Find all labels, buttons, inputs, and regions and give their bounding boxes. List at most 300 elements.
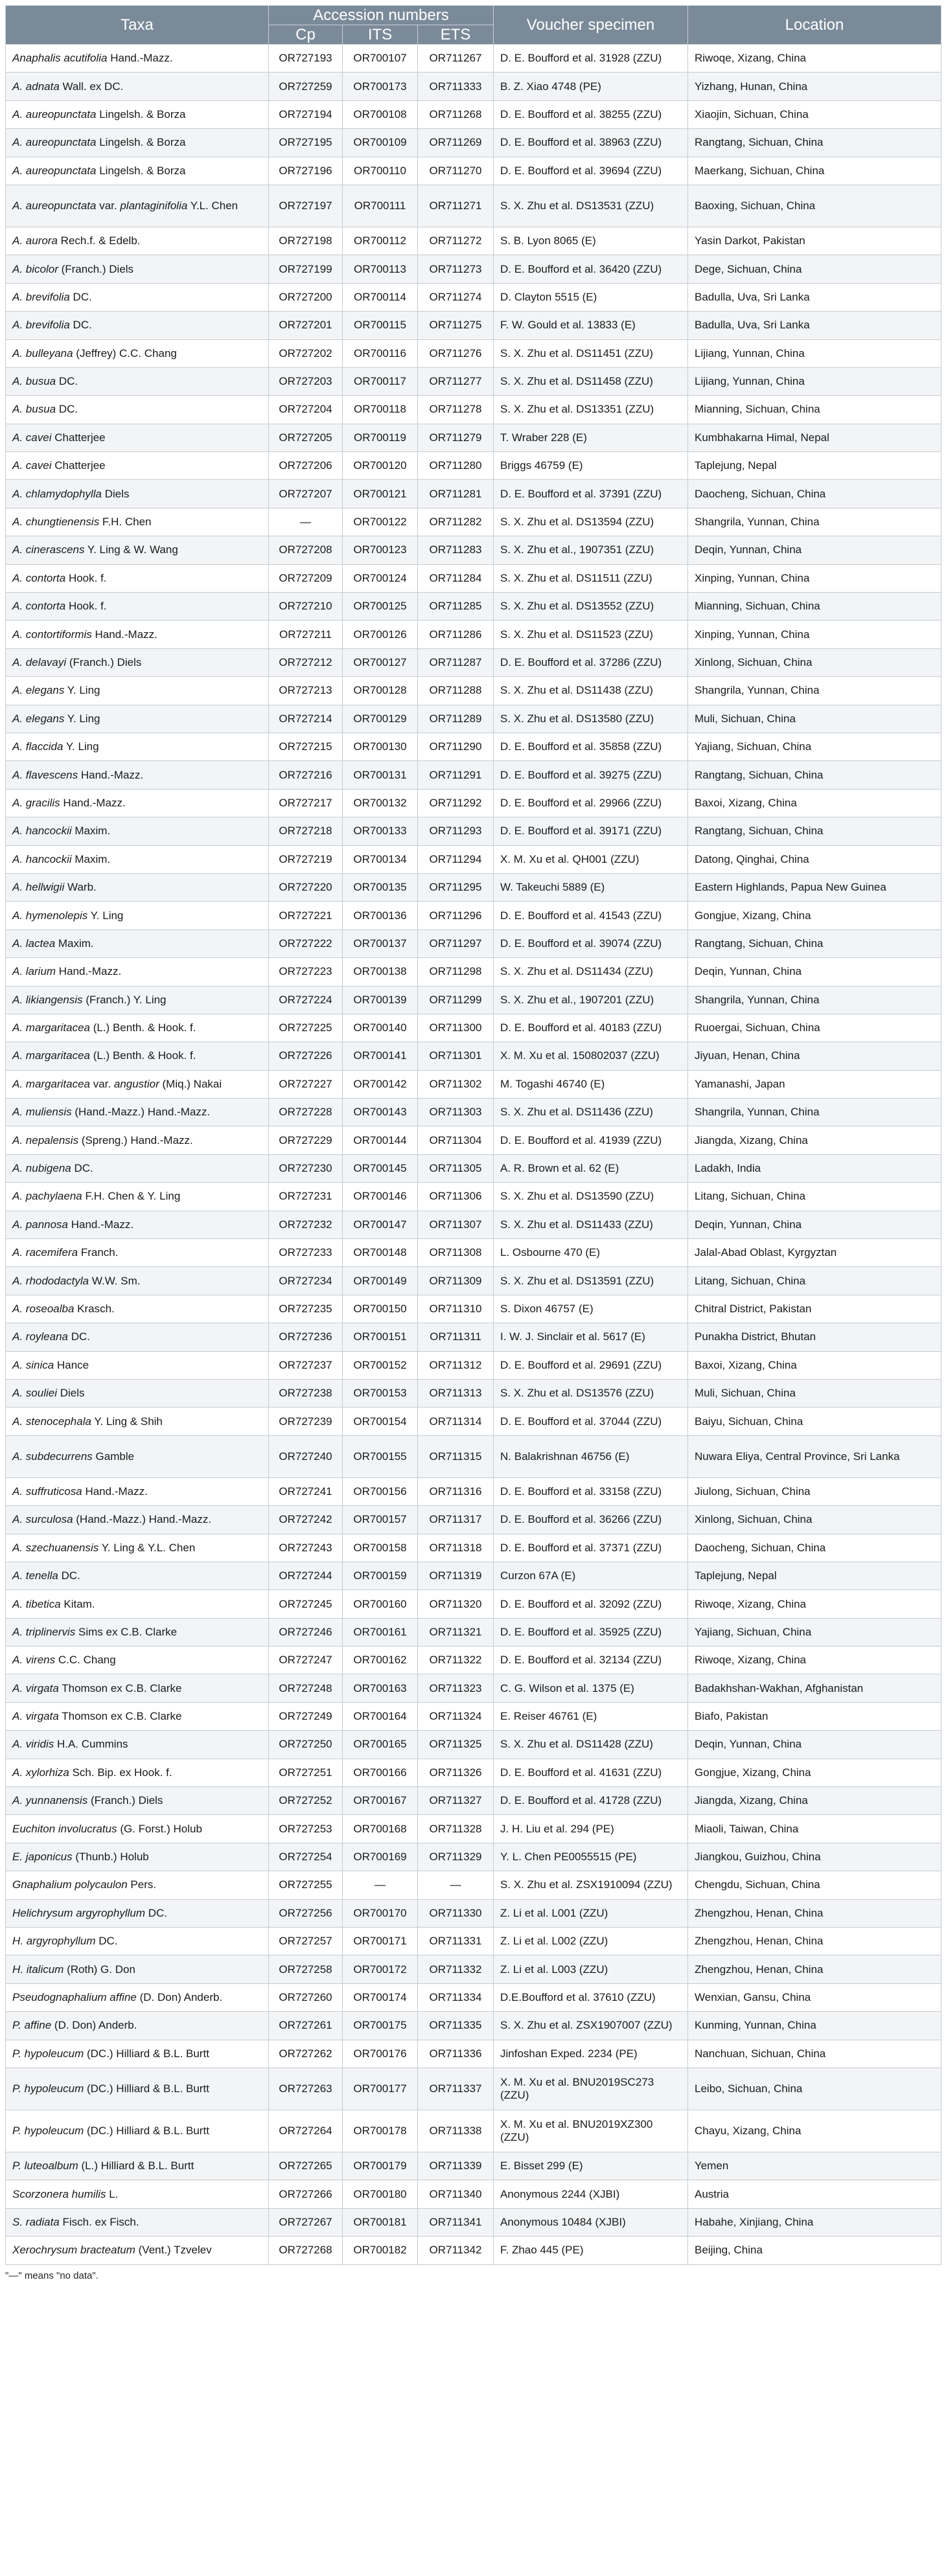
- cell-taxa: [6, 2012, 269, 2040]
- cell-taxa: [6, 929, 269, 957]
- cell-its: OR700127: [343, 648, 418, 676]
- authority-name: Chatterjee: [51, 459, 106, 472]
- cell-location: Biafo, Pakistan: [688, 1702, 941, 1730]
- cell-cp: OR727254: [269, 1843, 343, 1871]
- cell-cp: OR727224: [269, 986, 343, 1014]
- cell-location: Leibo, Sichuan, China: [688, 2068, 941, 2110]
- cell-its: OR700121: [343, 480, 418, 508]
- table-row: [6, 1183, 941, 1211]
- cell-voucher: S. X. Zhu et al. DS11428 (ZZU): [494, 1731, 688, 1759]
- cell-voucher: D. E. Boufford et al. 41939 (ZZU): [494, 1126, 688, 1154]
- table-row: [6, 1871, 941, 1899]
- cell-its: OR700142: [343, 1070, 418, 1098]
- cell-location: Deqin, Yunnan, China: [688, 1731, 941, 1759]
- table-row: [6, 1295, 941, 1323]
- cell-taxa: [6, 1674, 269, 1702]
- cell-its: OR700144: [343, 1126, 418, 1154]
- cell-voucher: D. E. Boufford et al. 32134 (ZZU): [494, 1647, 688, 1674]
- cell-its: OR700174: [343, 1983, 418, 2011]
- table-row: [6, 396, 941, 424]
- cell-voucher: S. X. Zhu et al. DS13576 (ZZU): [494, 1379, 688, 1407]
- cell-taxa: [6, 157, 269, 185]
- authority-name: (Miq.) Nakai: [159, 1077, 222, 1090]
- authority-name: Diels: [56, 1387, 85, 1400]
- table-row: [6, 761, 941, 789]
- authority-name: Warb.: [64, 881, 97, 894]
- cell-location: Datong, Qinghai, China: [688, 845, 941, 873]
- cell-location: Nuwara Eliya, Central Province, Sri Lanka: [688, 1435, 941, 1477]
- cell-ets: OR711278: [418, 396, 494, 424]
- cell-location: Dege, Sichuan, China: [688, 255, 941, 283]
- cell-ets: OR711324: [418, 1702, 494, 1730]
- cell-ets: OR711306: [418, 1183, 494, 1211]
- cell-cp: —: [269, 508, 343, 536]
- cell-taxa: [6, 1070, 269, 1098]
- cell-location: Litang, Sichuan, China: [688, 1183, 941, 1211]
- cell-ets: OR711334: [418, 1983, 494, 2011]
- cell-voucher: D. E. Boufford et al. 37371 (ZZU): [494, 1534, 688, 1562]
- accession-table: [5, 5, 941, 2265]
- cell-its: OR700123: [343, 536, 418, 564]
- species-name: A. aureopunctata: [12, 108, 97, 120]
- cell-ets: OR711309: [418, 1267, 494, 1295]
- table-row: [6, 1928, 941, 1955]
- cell-location: Riwoqe, Xizang, China: [688, 1590, 941, 1618]
- cell-its: OR700145: [343, 1154, 418, 1182]
- cell-ets: OR711303: [418, 1099, 494, 1126]
- cell-taxa: [6, 1014, 269, 1042]
- cell-cp: OR727242: [269, 1506, 343, 1534]
- cell-cp: OR727230: [269, 1154, 343, 1182]
- cell-its: OR700108: [343, 100, 418, 128]
- cell-cp: OR727215: [269, 733, 343, 760]
- species-name: A. lactea: [12, 937, 56, 950]
- table-row: [6, 2208, 941, 2236]
- cell-its: OR700135: [343, 873, 418, 901]
- species-name: A. cavei: [12, 459, 52, 472]
- cell-taxa: [6, 1871, 269, 1899]
- authority-name: Maxim.: [71, 825, 111, 838]
- cell-its: OR700115: [343, 312, 418, 339]
- authority-name: (DC.) Hilliard & B.L. Burtt: [84, 2082, 209, 2095]
- table-row: [6, 185, 941, 227]
- cell-cp: OR727258: [269, 1955, 343, 1983]
- species-name: Scorzonera humilis: [12, 2187, 106, 2200]
- cell-voucher: D. E. Boufford et al. 41728 (ZZU): [494, 1787, 688, 1815]
- cell-its: OR700136: [343, 902, 418, 929]
- species-name: A. surculosa: [12, 1513, 73, 1526]
- cell-location: Yamanashi, Japan: [688, 1070, 941, 1098]
- authority-name: Hand.-Mazz.: [107, 52, 173, 65]
- cell-location: Shangrila, Yunnan, China: [688, 1099, 941, 1126]
- cell-voucher: D. E. Boufford et al. 38255 (ZZU): [494, 100, 688, 128]
- cell-location: Badakhshan-Wakhan, Afghanistan: [688, 1674, 941, 1702]
- cell-taxa: [6, 1408, 269, 1435]
- cell-cp: OR727248: [269, 1674, 343, 1702]
- cell-taxa: [6, 1267, 269, 1295]
- cell-its: OR700120: [343, 452, 418, 480]
- cell-location: Gongjue, Xizang, China: [688, 1759, 941, 1786]
- species-name: A. rhododactyla: [12, 1274, 89, 1287]
- cell-ets: OR711276: [418, 339, 494, 367]
- cell-voucher: S. X. Zhu et al., 1907351 (ZZU): [494, 536, 688, 564]
- authority-name: Rech.f. & Edelb.: [57, 234, 141, 247]
- cell-cp: OR727253: [269, 1815, 343, 1843]
- cell-location: Ruoergai, Sichuan, China: [688, 1014, 941, 1042]
- table-row: [6, 73, 941, 100]
- cell-taxa: [6, 1899, 269, 1927]
- table-row: [6, 1408, 941, 1435]
- cell-cp: OR727212: [269, 648, 343, 676]
- cell-ets: OR711288: [418, 677, 494, 705]
- cell-taxa: [6, 1239, 269, 1267]
- cell-its: OR700146: [343, 1183, 418, 1211]
- table-row: [6, 1477, 941, 1505]
- table-row: [6, 1702, 941, 1730]
- cell-taxa: [6, 312, 269, 339]
- cell-its: OR700126: [343, 621, 418, 648]
- table-row: [6, 986, 941, 1014]
- species-name: A. virgata: [12, 1681, 59, 1694]
- authority-name: Y.L. Chen: [187, 199, 238, 212]
- cell-taxa: [6, 1731, 269, 1759]
- cell-its: OR700149: [343, 1267, 418, 1295]
- cell-its: OR700154: [343, 1408, 418, 1435]
- cell-voucher: Y. L. Chen PE0055515 (PE): [494, 1843, 688, 1871]
- species-name: A. aureopunctata: [12, 199, 97, 212]
- cell-its: OR700158: [343, 1534, 418, 1562]
- authority-name: (Roth) G. Don: [63, 1963, 135, 1976]
- cell-location: Jiangkou, Guizhou, China: [688, 1843, 941, 1871]
- cell-its: OR700170: [343, 1899, 418, 1927]
- cell-voucher: Z. Li et al. L003 (ZZU): [494, 1955, 688, 1983]
- header-its: ITS: [343, 25, 418, 45]
- cell-cp: OR727228: [269, 1099, 343, 1126]
- cell-voucher: D. E. Boufford et al. 32092 (ZZU): [494, 1590, 688, 1618]
- cell-ets: OR711317: [418, 1506, 494, 1534]
- cell-location: Rangtang, Sichuan, China: [688, 817, 941, 845]
- authority-name: C.C. Chang: [55, 1654, 116, 1667]
- cell-voucher: S. X. Zhu et al. DS11511 (ZZU): [494, 564, 688, 592]
- species-name: A. margaritacea: [12, 1077, 90, 1090]
- cell-cp: OR727229: [269, 1126, 343, 1154]
- cell-its: OR700168: [343, 1815, 418, 1843]
- cell-location: Zhengzhou, Henan, China: [688, 1955, 941, 1983]
- species-name: P. luteoalbum: [12, 2160, 78, 2172]
- cell-ets: OR711295: [418, 873, 494, 901]
- cell-ets: OR711330: [418, 1899, 494, 1927]
- species-name: S. radiata: [12, 2215, 60, 2228]
- authority-name: Lingelsh. & Borza: [96, 164, 186, 177]
- authority-name: (Hand.-Mazz.) Hand.-Mazz.: [71, 1106, 211, 1119]
- cell-cp: OR727199: [269, 255, 343, 283]
- authority-name: Sims ex C.B. Clarke: [75, 1625, 178, 1638]
- table-row: [6, 480, 941, 508]
- table-row: [6, 1351, 941, 1379]
- cell-its: OR700130: [343, 733, 418, 760]
- table-row: [6, 2180, 941, 2208]
- authority-name: Thomson ex C.B. Clarke: [58, 1681, 182, 1694]
- authority-name: (DC.) Hilliard & B.L. Burtt: [84, 2047, 209, 2060]
- table-row: [6, 1759, 941, 1786]
- authority-name: (Hand.-Mazz.) Hand.-Mazz.: [73, 1513, 212, 1526]
- cell-ets: OR711284: [418, 564, 494, 592]
- cell-ets: OR711311: [418, 1323, 494, 1351]
- authority-name: DC.: [95, 1935, 118, 1948]
- cell-location: Xiaojin, Sichuan, China: [688, 100, 941, 128]
- cell-its: OR700180: [343, 2180, 418, 2208]
- cell-its: OR700152: [343, 1351, 418, 1379]
- cell-its: OR700150: [343, 1295, 418, 1323]
- cell-its: OR700182: [343, 2237, 418, 2264]
- cell-cp: OR727252: [269, 1787, 343, 1815]
- table-row: [6, 129, 941, 157]
- cell-its: OR700175: [343, 2012, 418, 2040]
- cell-voucher: E. Bisset 299 (E): [494, 2152, 688, 2180]
- header-location: Location: [688, 6, 941, 45]
- authority-name: (DC.) Hilliard & B.L. Burtt: [84, 2124, 209, 2137]
- cell-cp: OR727214: [269, 705, 343, 733]
- cell-location: Punakha District, Bhutan: [688, 1323, 941, 1351]
- cell-location: Xinlong, Sichuan, China: [688, 648, 941, 676]
- cell-voucher: X. M. Xu et al. BNU2019XZ300 (ZZU): [494, 2110, 688, 2152]
- authority-name: Gamble: [92, 1450, 135, 1463]
- cell-its: OR700161: [343, 1618, 418, 1646]
- cell-cp: OR727197: [269, 185, 343, 227]
- authority-name: Hance: [54, 1358, 89, 1371]
- table-container: [5, 5, 941, 2281]
- cell-voucher: D. E. Boufford et al. 39694 (ZZU): [494, 157, 688, 185]
- cell-taxa: [6, 2180, 269, 2208]
- cell-ets: OR711325: [418, 1731, 494, 1759]
- cell-taxa: [6, 185, 269, 227]
- cell-ets: OR711305: [418, 1154, 494, 1182]
- cell-location: Yasin Darkot, Pakistan: [688, 227, 941, 255]
- cell-ets: OR711277: [418, 367, 494, 395]
- table-row: [6, 1099, 941, 1126]
- cell-taxa: [6, 424, 269, 451]
- cell-voucher: D.E.Boufford et al. 37610 (ZZU): [494, 1983, 688, 2011]
- cell-location: Nanchuan, Sichuan, China: [688, 2040, 941, 2068]
- authority-name: (Vent.) Tzvelev: [135, 2244, 212, 2257]
- cell-location: Kumbhakarna Himal, Nepal: [688, 424, 941, 451]
- cell-taxa: [6, 1126, 269, 1154]
- species-name: plantaginifolia: [120, 199, 188, 212]
- table-row: [6, 2152, 941, 2180]
- species-name: A. bulleyana: [12, 347, 73, 359]
- table-row: [6, 536, 941, 564]
- cell-taxa: [6, 1928, 269, 1955]
- cell-taxa: [6, 677, 269, 705]
- cell-ets: OR711327: [418, 1787, 494, 1815]
- cell-location: Eastern Highlands, Papua New Guinea: [688, 873, 941, 901]
- cell-its: OR700118: [343, 396, 418, 424]
- species-name: A. pachylaena: [12, 1190, 82, 1203]
- cell-voucher: D. E. Boufford et al. 39171 (ZZU): [494, 817, 688, 845]
- table-row: [6, 845, 941, 873]
- authority-name: Thomson ex C.B. Clarke: [58, 1710, 182, 1723]
- table-row: [6, 2040, 941, 2068]
- species-name: A. nubigena: [12, 1162, 71, 1175]
- cell-voucher: D. E. Boufford et al. 33158 (ZZU): [494, 1477, 688, 1505]
- cell-cp: OR727267: [269, 2208, 343, 2236]
- authority-name: DC.: [68, 1330, 90, 1343]
- cell-location: Taplejung, Nepal: [688, 1562, 941, 1590]
- table-row: [6, 648, 941, 676]
- species-name: E. japonicus: [12, 1851, 73, 1864]
- cell-cp: OR727221: [269, 902, 343, 929]
- cell-cp: OR727219: [269, 845, 343, 873]
- cell-voucher: B. Z. Xiao 4748 (PE): [494, 73, 688, 100]
- species-name: A. yunnanensis: [12, 1794, 88, 1807]
- cell-taxa: [6, 1351, 269, 1379]
- cell-location: Jiyuan, Henan, China: [688, 1042, 941, 1070]
- cell-ets: OR711286: [418, 621, 494, 648]
- cell-ets: OR711302: [418, 1070, 494, 1098]
- species-name: A. contortiformis: [12, 628, 92, 641]
- species-name: A. xylorhiza: [12, 1766, 69, 1779]
- table-row: [6, 1787, 941, 1815]
- cell-its: OR700155: [343, 1435, 418, 1477]
- table-row: [6, 157, 941, 185]
- table-row: [6, 958, 941, 986]
- cell-voucher: D. E. Boufford et al. 41631 (ZZU): [494, 1759, 688, 1786]
- cell-voucher: Curzon 67A (E): [494, 1562, 688, 1590]
- cell-taxa: [6, 1183, 269, 1211]
- cell-taxa: [6, 1815, 269, 1843]
- authority-name: Hook. f.: [65, 571, 107, 584]
- cell-cp: OR727234: [269, 1267, 343, 1295]
- table-row: [6, 1647, 941, 1674]
- cell-cp: OR727239: [269, 1408, 343, 1435]
- cell-voucher: D. E. Boufford et al. 39074 (ZZU): [494, 929, 688, 957]
- cell-cp: OR727211: [269, 621, 343, 648]
- cell-cp: OR727241: [269, 1477, 343, 1505]
- cell-voucher: D. E. Boufford et al. 41543 (ZZU): [494, 902, 688, 929]
- species-name: A. gracilis: [12, 796, 60, 809]
- cell-ets: OR711301: [418, 1042, 494, 1070]
- cell-ets: OR711291: [418, 761, 494, 789]
- cell-cp: OR727232: [269, 1211, 343, 1238]
- authority-name: L.: [106, 2187, 119, 2200]
- cell-its: OR700128: [343, 677, 418, 705]
- table-row: [6, 873, 941, 901]
- table-row: [6, 621, 941, 648]
- cell-voucher: S. X. Zhu et al. DS11523 (ZZU): [494, 621, 688, 648]
- authority-name: DC.: [145, 1906, 168, 1919]
- table-row: [6, 1323, 941, 1351]
- cell-location: Mianning, Sichuan, China: [688, 593, 941, 621]
- cell-taxa: [6, 536, 269, 564]
- cell-cp: OR727193: [269, 45, 343, 73]
- header-cp: Cp: [269, 25, 343, 45]
- cell-cp: OR727250: [269, 1731, 343, 1759]
- cell-taxa: [6, 733, 269, 760]
- authority-name: (G. Forst.) Holub: [117, 1822, 202, 1835]
- cell-voucher: F. Zhao 445 (PE): [494, 2237, 688, 2264]
- cell-cp: OR727226: [269, 1042, 343, 1070]
- species-name: A. contorta: [12, 600, 66, 613]
- cell-location: Yizhang, Hunan, China: [688, 73, 941, 100]
- cell-ets: OR711323: [418, 1674, 494, 1702]
- cell-voucher: I. W. J. Sinclair et al. 5617 (E): [494, 1323, 688, 1351]
- cell-voucher: Anonymous 10484 (XJBI): [494, 2208, 688, 2236]
- species-name: A. aureopunctata: [12, 164, 97, 177]
- header-voucher-specimen: Voucher specimen: [494, 6, 688, 45]
- table-row: [6, 564, 941, 592]
- cell-location: Xinlong, Sichuan, China: [688, 1506, 941, 1534]
- table-row: [6, 789, 941, 817]
- cell-ets: OR711340: [418, 2180, 494, 2208]
- cell-ets: OR711287: [418, 648, 494, 676]
- cell-its: OR700134: [343, 845, 418, 873]
- cell-its: OR700178: [343, 2110, 418, 2152]
- cell-location: Muli, Sichuan, China: [688, 1379, 941, 1407]
- cell-ets: OR711308: [418, 1239, 494, 1267]
- cell-ets: OR711290: [418, 733, 494, 760]
- cell-location: Gongjue, Xizang, China: [688, 902, 941, 929]
- cell-voucher: Briggs 46759 (E): [494, 452, 688, 480]
- authority-name: DC.: [56, 403, 78, 416]
- cell-voucher: S. X. Zhu et al. DS11434 (ZZU): [494, 958, 688, 986]
- cell-location: Chitral District, Pakistan: [688, 1295, 941, 1323]
- species-name: A. contorta: [12, 571, 66, 584]
- cell-its: OR700141: [343, 1042, 418, 1070]
- species-name: P. hypoleucum: [12, 2047, 84, 2060]
- cell-voucher: D. E. Boufford et al. 29691 (ZZU): [494, 1351, 688, 1379]
- cell-voucher: S. Dixon 46757 (E): [494, 1295, 688, 1323]
- cell-its: OR700166: [343, 1759, 418, 1786]
- cell-taxa: [6, 1647, 269, 1674]
- species-name: A. nepalensis: [12, 1134, 79, 1146]
- cell-location: Baoxing, Sichuan, China: [688, 185, 941, 227]
- cell-location: Deqin, Yunnan, China: [688, 958, 941, 986]
- cell-ets: OR711307: [418, 1211, 494, 1238]
- authority-name: (Spreng.) Hand.-Mazz.: [78, 1134, 193, 1146]
- cell-taxa: [6, 1295, 269, 1323]
- cell-ets: OR711332: [418, 1955, 494, 1983]
- cell-location: Xinping, Yunnan, China: [688, 621, 941, 648]
- cell-cp: OR727227: [269, 1070, 343, 1098]
- cell-cp: OR727235: [269, 1295, 343, 1323]
- cell-voucher: J. H. Liu et al. 294 (PE): [494, 1815, 688, 1843]
- cell-voucher: D. E. Boufford et al. 29966 (ZZU): [494, 789, 688, 817]
- cell-voucher: Anonymous 2244 (XJBI): [494, 2180, 688, 2208]
- species-name: A. likiangensis: [12, 993, 83, 1006]
- species-name: A. bicolor: [12, 262, 58, 275]
- cell-cp: OR727255: [269, 1871, 343, 1899]
- cell-location: Lijiang, Yunnan, China: [688, 367, 941, 395]
- cell-cp: OR727194: [269, 100, 343, 128]
- cell-ets: OR711326: [418, 1759, 494, 1786]
- cell-cp: OR727225: [269, 1014, 343, 1042]
- cell-its: OR700147: [343, 1211, 418, 1238]
- table-row: [6, 1070, 941, 1098]
- cell-its: OR700125: [343, 593, 418, 621]
- cell-cp: OR727216: [269, 761, 343, 789]
- cell-cp: OR727200: [269, 283, 343, 311]
- cell-ets: OR711282: [418, 508, 494, 536]
- authority-name: Y. Ling: [64, 684, 100, 697]
- cell-taxa: [6, 283, 269, 311]
- cell-location: Daocheng, Sichuan, China: [688, 480, 941, 508]
- species-name: A. aurora: [12, 234, 58, 247]
- authority-name: Wall. ex DC.: [59, 80, 124, 93]
- cell-taxa: [6, 339, 269, 367]
- cell-location: Jiangda, Xizang, China: [688, 1787, 941, 1815]
- species-name: A. margaritacea: [12, 1049, 90, 1062]
- cell-location: Shangrila, Yunnan, China: [688, 986, 941, 1014]
